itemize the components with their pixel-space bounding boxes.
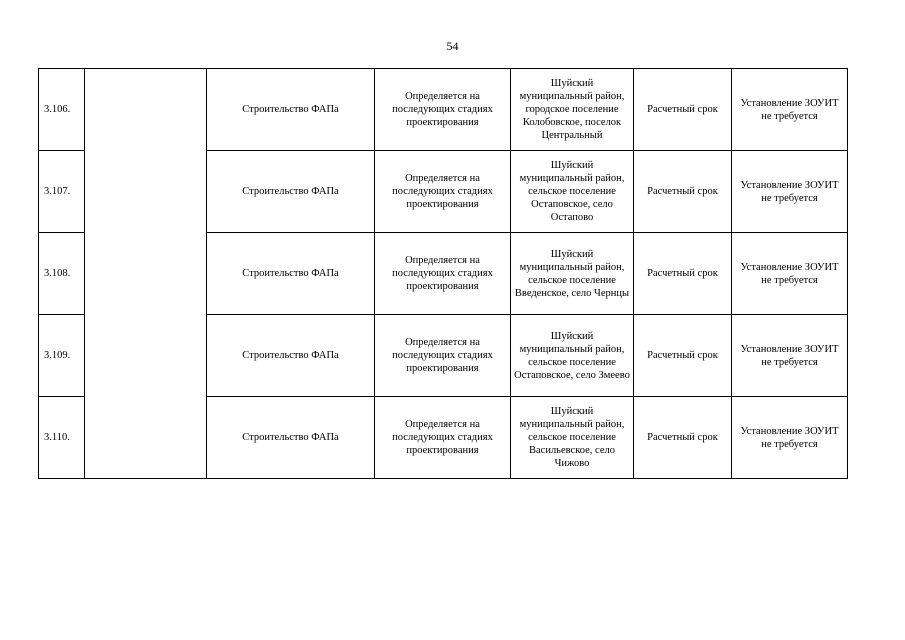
object-location: Шуйский муниципальный район, сельское поселение Введенское, село Чернцы [511, 233, 634, 315]
merged-empty-cell [85, 69, 207, 479]
implementation-term: Расчетный срок [634, 315, 732, 397]
row-number: 3.108. [39, 233, 85, 315]
row-number: 3.109. [39, 315, 85, 397]
zone-status: Установление ЗОУИТ не требуется [732, 151, 848, 233]
implementation-term: Расчетный срок [634, 397, 732, 479]
page-number: 54 [446, 39, 459, 53]
object-location: Шуйский муниципальный район, сельское поселение Остаповское, село Змеево [511, 315, 634, 397]
row-number: 3.110. [39, 397, 85, 479]
row-number: 3.106. [39, 69, 85, 151]
object-name: Строительство ФАПа [207, 233, 375, 315]
object-name: Строительство ФАПа [207, 69, 375, 151]
object-parameters: Определяется на последующих стадиях проектирования [375, 69, 511, 151]
objects-table [38, 68, 848, 479]
table-row [39, 69, 848, 151]
object-name: Строительство ФАПа [207, 397, 375, 479]
zone-status: Установление ЗОУИТ не требуется [732, 69, 848, 151]
object-parameters: Определяется на последующих стадиях проектирования [375, 397, 511, 479]
object-parameters: Определяется на последующих стадиях проектирования [375, 151, 511, 233]
object-location: Шуйский муниципальный район, сельское поселение Васильевское, село Чижово [511, 397, 634, 479]
object-location: Шуйский муниципальный район, городское поселение Колобовское, поселок Центральный [511, 69, 634, 151]
zone-status: Установление ЗОУИТ не требуется [732, 233, 848, 315]
zone-status: Установление ЗОУИТ не требуется [732, 315, 848, 397]
zone-status: Установление ЗОУИТ не требуется [732, 397, 848, 479]
object-name: Строительство ФАПа [207, 151, 375, 233]
implementation-term: Расчетный срок [634, 151, 732, 233]
object-name: Строительство ФАПа [207, 315, 375, 397]
implementation-term: Расчетный срок [634, 233, 732, 315]
object-location: Шуйский муниципальный район, сельское поселение Остаповское, село Остапово [511, 151, 634, 233]
row-number: 3.107. [39, 151, 85, 233]
object-parameters: Определяется на последующих стадиях проектирования [375, 315, 511, 397]
implementation-term: Расчетный срок [634, 69, 732, 151]
object-parameters: Определяется на последующих стадиях проектирования [375, 233, 511, 315]
